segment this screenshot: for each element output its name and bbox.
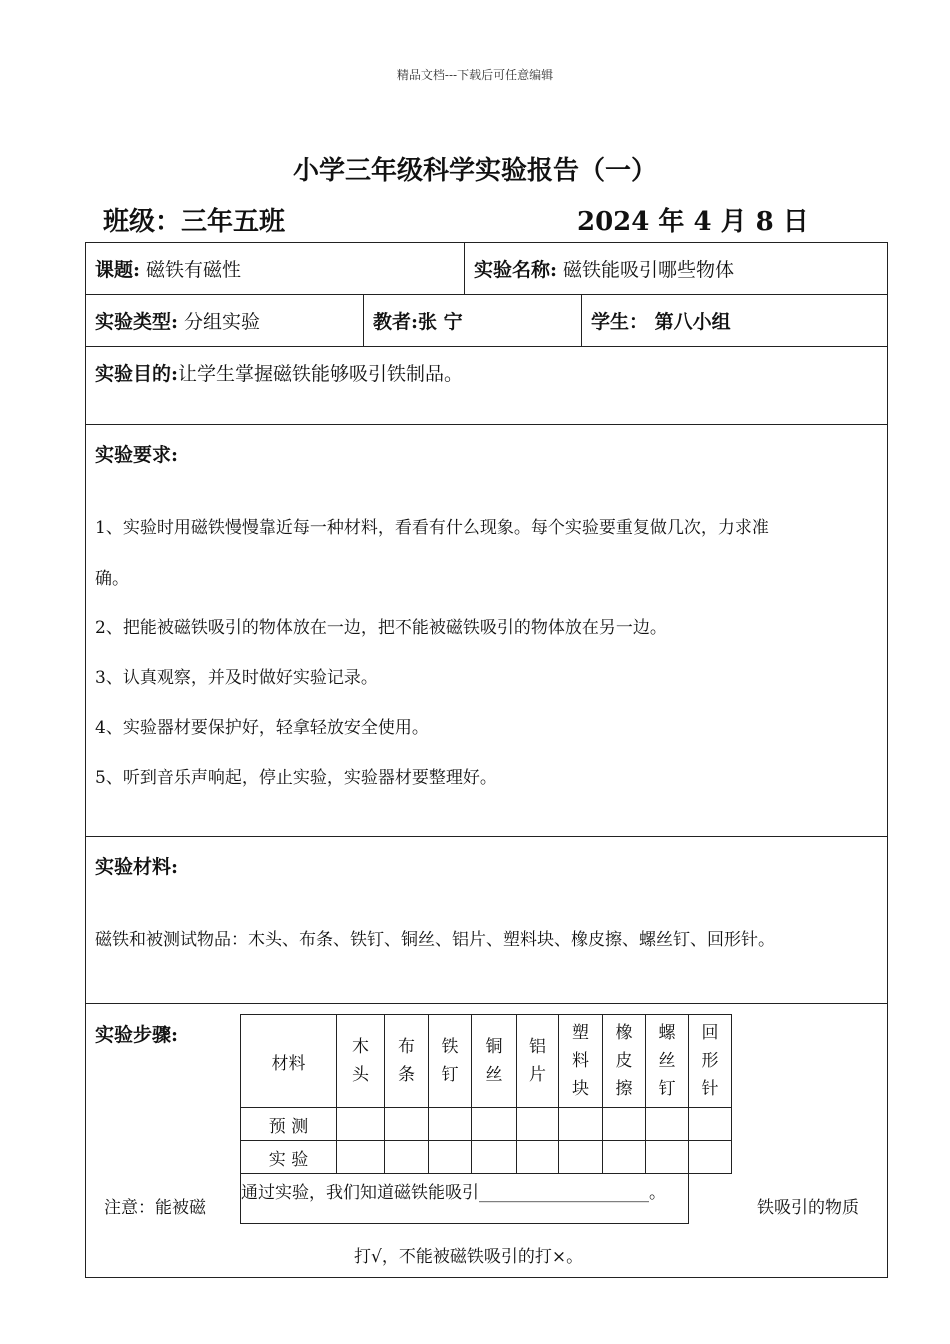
column-header: 铁钉: [441, 1037, 459, 1085]
teacher-cell: [363, 295, 581, 346]
table-cell[interactable]: [689, 1108, 732, 1141]
table-cell[interactable]: [472, 1141, 517, 1174]
type-value: 分组实验: [178, 311, 261, 333]
class-line: 班级：三年五班: [103, 207, 286, 237]
steps-label: 实验步骤:: [95, 1024, 179, 1046]
requirement-item: 3、认真观察，并及时做好实验记录。: [95, 668, 378, 688]
column-header: 螺丝钉: [658, 1023, 676, 1099]
table-corner: 材料: [241, 1015, 337, 1108]
requirement-item: 4、实验器材要保护好，轻拿轻放安全使用。: [95, 718, 429, 738]
table-row-prediction: [241, 1108, 732, 1141]
table-cell[interactable]: [559, 1141, 603, 1174]
requirement-item: 5、听到音乐声响起，停止实验，实验器材要整理好。: [95, 768, 497, 788]
column-header: 铝片: [529, 1037, 546, 1085]
table-cell[interactable]: [646, 1108, 689, 1141]
requirement-item: 1、实验时用磁铁慢慢靠近每一种材料，看看有什么现象。每个实验要重复做几次，力求准: [95, 518, 769, 538]
table-cell[interactable]: [517, 1141, 559, 1174]
student-text: 学生： 第八小组: [591, 311, 731, 333]
table-row-experiment: [241, 1141, 732, 1174]
column-header: 橡皮擦: [615, 1023, 633, 1099]
requirements-label: 实验要求:: [95, 444, 179, 466]
column-header: 回形针: [701, 1023, 719, 1099]
table-cell[interactable]: [429, 1141, 472, 1174]
teacher-text: 教者:张 宁: [373, 311, 463, 333]
table-cell[interactable]: [429, 1108, 472, 1141]
row-requirements: [86, 425, 887, 837]
table-cell[interactable]: [646, 1141, 689, 1174]
table-row-conclusion: [241, 1174, 732, 1224]
row-header: 实 验: [241, 1141, 337, 1174]
row-type: [86, 295, 887, 347]
table-cell[interactable]: [603, 1108, 646, 1141]
table-cell[interactable]: [385, 1141, 429, 1174]
row-steps: [86, 1004, 887, 1277]
table-cell[interactable]: [385, 1108, 429, 1141]
table-header-row: [241, 1015, 732, 1108]
experiment-name-value: 磁铁能吸引哪些物体: [557, 259, 735, 281]
conclusion-cell: 通过实验，我们知道磁铁能吸引____________________。: [241, 1174, 689, 1224]
table-cell[interactable]: [472, 1108, 517, 1141]
experiment-name-label: 实验名称:: [474, 259, 558, 281]
column-header: 木头: [352, 1037, 369, 1085]
topic-value: 磁铁有磁性: [140, 259, 242, 281]
topic-label: 课题:: [95, 259, 141, 281]
materials-label: 实验材料:: [95, 856, 179, 878]
table-cell[interactable]: [337, 1141, 385, 1174]
note-right: 铁吸引的物质: [757, 1198, 859, 1218]
row-header: 预 测: [241, 1108, 337, 1141]
type-label: 实验类型:: [95, 311, 179, 333]
table-cell[interactable]: [559, 1108, 603, 1141]
note-bottom: 打√，不能被磁铁吸引的打×。: [354, 1247, 584, 1267]
row-purpose: [86, 347, 887, 425]
row-topic: [86, 243, 887, 295]
table-cell[interactable]: [517, 1108, 559, 1141]
purpose-label: 实验目的:: [95, 363, 179, 385]
type-cell: [86, 295, 363, 346]
page-title: 小学三年级科学实验报告（一）: [292, 156, 657, 186]
requirement-item: 确。: [95, 569, 129, 589]
header-note: 精品文档---下载后可任意编辑: [396, 68, 554, 82]
row-materials: [86, 837, 887, 1004]
requirement-item: 2、把能被磁铁吸引的物体放在一边，把不能被磁铁吸引的物体放在另一边。: [95, 618, 667, 638]
date-line: 2024 年 4 月 8 日: [577, 207, 809, 237]
note-left: 注意：能被磁: [104, 1198, 206, 1218]
purpose-value: 让学生掌握磁铁能够吸引铁制品。: [178, 363, 464, 385]
report-table: [85, 242, 888, 1278]
experiment-name-cell: [464, 243, 887, 294]
column-header: 铜丝: [485, 1037, 503, 1085]
observation-table: [240, 1014, 732, 1224]
table-cell[interactable]: [603, 1141, 646, 1174]
topic-cell: [86, 243, 464, 294]
table-cell[interactable]: [337, 1108, 385, 1141]
purpose-cell: [86, 347, 887, 424]
student-cell: [581, 295, 887, 346]
column-header: 塑料块: [572, 1023, 589, 1099]
column-header: 布条: [398, 1037, 415, 1085]
materials-text: 磁铁和被测试物品：木头、布条、铁钉、铜丝、铝片、塑料块、橡皮擦、螺丝钉、回形针。: [95, 930, 775, 950]
table-cell[interactable]: [689, 1141, 732, 1174]
